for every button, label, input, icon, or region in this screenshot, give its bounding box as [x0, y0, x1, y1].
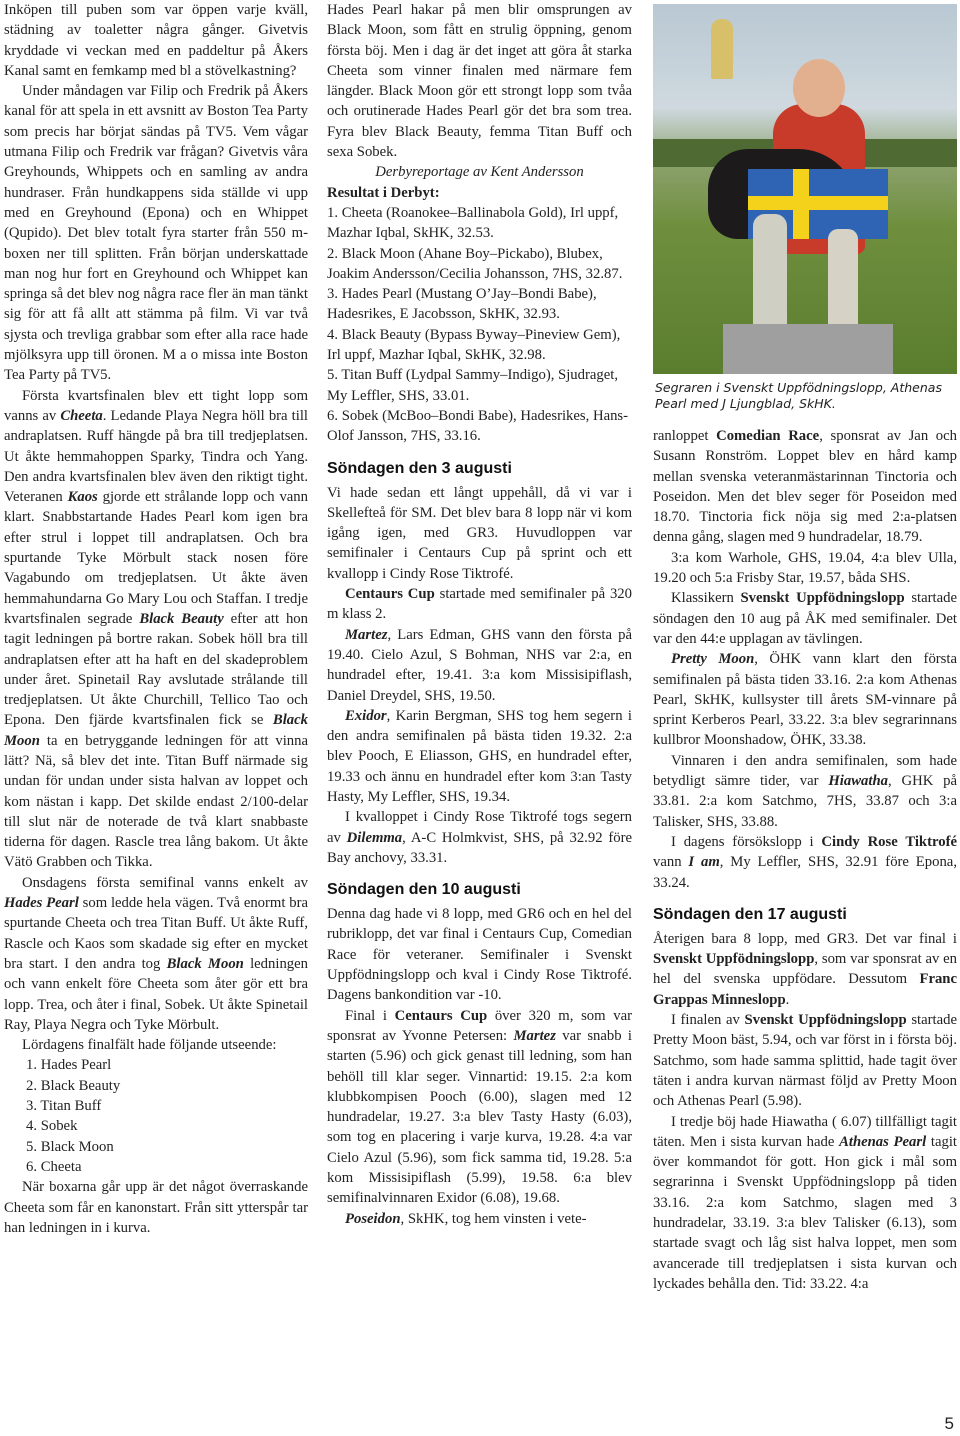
- trophy-icon: [828, 229, 858, 339]
- paragraph: Poseidon, SkHK, tog hem vinsten i vete-: [345, 1210, 587, 1227]
- paragraph: Exidor, Karin Bergman, SHS tog hem segern i den andra semifinalen på bästa tiden 19.32. 2:a blev Pooch, E Eliasson, GHS, en hundradel efter, 19.33 och ännu en hundradel efter kom 3:an Tasty Hasty, My Leffler, SHS, 19.34.: [327, 707, 632, 805]
- list-item: 5. Black Moon: [26, 1138, 114, 1155]
- paragraph: 3:a kom Warhole, GHS, 19.04, 4:a blev Ulla, 19.20 och 5:a Frisby Star, 19.57, båda SHS.: [653, 549, 957, 587]
- column-middle: [327, 0, 632, 1229]
- page-number: 5: [944, 1414, 954, 1433]
- paragraph: 6. Sobek (McBoo–Bondi Babe), Hadesrikes, Hans-Olof Jansson, 7HS, 33.16.: [327, 407, 629, 445]
- paragraph: Hades Pearl hakar på men blir omsprungen av Black Moon, som fått en strulig öppning, genom första böj. Men i dag är det inget att göra åt starka Cheeta som vinner finalen med närmare fem längder. Black Moon gör ett strongt lopp som tvåa och orutinerade Hades Pearl gör det bra som trea. Fyra blev Black Beauty, femma Titan Buff och sexa Sobek.: [327, 2, 632, 161]
- paragraph: Vinnaren i den andra semifinalen, som hade betydligt sämre tider, var Hiawatha, GHK på 33.81. 2:a kom Satchmo, 7HS, 33.87 och 3:a Talisker, SHS, 33.88.: [653, 752, 957, 830]
- winner-photo: [653, 4, 957, 374]
- list-item: 4. Sobek: [26, 1118, 78, 1135]
- column-right: [653, 0, 957, 1294]
- paragraph: Pretty Moon, ÖHK vann klart den första semifinalen på bästa tiden 33.16. 2:a kom Athenas Pearl, SkHK, kullsyster till årets SM-vinnare på sprint Kerberos Pearl, 33.22. 3:a blev segrarinnans kullbror Moonshadow, ÖHK, 33.38.: [653, 651, 957, 749]
- list-item: 2. Black Beauty: [26, 1077, 121, 1094]
- paragraph: 4. Black Beauty (Bypass Byway–Pineview Gem), Irl uppf, Mazhar Iqbal, SkHK, 32.98.: [327, 326, 621, 364]
- section-heading: Söndagen den 10 augusti: [327, 881, 521, 899]
- paragraph: Denna dag hade vi 8 lopp, med GR6 och en hel del rubriklopp, det var final i Centaurs Cup, Comedian Race för veteraner. Semifinaler i Svenskt Uppfödningslopp och kval i Cindy Rose Tiktrofé. Dagens bankondition var -10.: [327, 906, 632, 1004]
- paragraph: Inköpen till puben som var öppen varje kväll, städning av toaletter några gånger. Givetvis kryddade vi veckan med en paddeltur på Åkers Kanal samt en femkamp med bl a stövelkastning?: [4, 2, 308, 79]
- column-left: [4, 0, 308, 1238]
- paragraph: I finalen av Svenskt Uppfödningslopp startade Pretty Moon bäst, 5.94, och var först in i första böj. Satchmo, som hade samma splittid, hade tagit över täten i andra kurvan närmast följd av Pretty Moon och Athenas Pearl (5.98).: [653, 1012, 958, 1110]
- paragraph: Onsdagens första semifinal vanns enkelt av Hades Pearl som ledde hela vägen. Två enormt bra spurtande Cheeta och trea Titan Buff. Ut åkte Ruff, Rascle och Kaos som skadade sig efter en mycket bra start. I den andra tog Black Moon ledningen och vann enkelt före Cheeta som åter gör ett bra lopp. Trea, och åter i final, Sobek. Ut åkte Spinetail Ray, Playa Negra och Tyke Mörbult.: [4, 874, 309, 1033]
- paragraph: Lördagens finalfält hade följande utseende:: [22, 1037, 277, 1054]
- list-item: 3. Titan Buff: [26, 1098, 102, 1115]
- column-right-body: [653, 426, 957, 1294]
- paragraph: 3. Hades Pearl (Mustang O’Jay–Bondi Babe), Hadesrikes, E Jacobsson, SkHK, 32.93.: [327, 286, 597, 323]
- paragraph: I dagens försökslopp i Cindy Rose Tiktrofé vann I am, My Leffler, SHS, 32.91 före Epona, 33.24.: [653, 833, 957, 891]
- paragraph: Första kvartsfinalen blev ett tight lopp som vanns av Cheeta. Ledande Playa Negra höll bra till andraplatsen. Ruff hängde på bra till tredjeplatsen. Ut åkte hemmahoppen Sparky, Tindra och Yang. Den andra kvartsfinalen blev även den riktigt tight. Veteranen Kaos gjorde ett strålande lopp och vann klart. Snabbstartande Hades Pearl kom igen bra efter strul i loppet till andraplatsen. Och bra spurtande Tyke Mörbult stack nosen före Vagabundo om tredjeplatsen. Ut åkte även hemmahundarna Go Mary Lou och Staffan. I tredje kvartsfinalen segrade Black Beauty efter att hon tagit ledningen på bortre rakan. Sobek höll bra till andraplatsen efter att ha haft en del skadeproblem under året. Spinetail Ray avslutade strålande till tredjeplatsen. Ut åkte Churchill, Tellico Tao och Epona. Den fjärde kvartsfinalen fick se Black Moon ta en betryggande ledningen för att vinna lätt? Nä, så blev det inte. Titan Buff närmade sig undan för undan under sista halvan av loppet och kom nästan i kapp. Det skilde endast 2/100-delar till slut när de noterade de två klart snabbaste tiderna för dagen. Rascle trea lång bakom. Ut åkte Vätö Grabben och Tikka.: [4, 387, 308, 871]
- paragraph: Final i Centaurs Cup över 320 m, som var sponsrat av Yvonne Petersen: Martez var snabb i starten (5.96) och gick genast till ledning, som han behöll till klar seger. Vinnartid: 19.15. 2:a kom klubbkompisen Pooch (6.00), slagen med 12 hundradelar, 19.27. 3:a blev Tasty Hasty (6.03), som tog en placering i varje kurva, 19.28. 4:a var Cielo Azul (5.96), som fick samma tid, 19.28. 5:a kom Missisipiflash (5.99), 19.58. 6:a blev semifinalvinnaren Exidor (6.08), 19.68.: [327, 1007, 632, 1207]
- paragraph: Centaurs Cup startade med semifinaler på 320 m klass 2.: [327, 586, 632, 623]
- photo-caption: Segraren i Svenskt Uppfödningslopp, Athenas Pearl med J Ljungblad, SkHK.: [655, 380, 942, 411]
- paragraph: Resultat i Derbyt:: [327, 184, 440, 201]
- paragraph: 2. Black Moon (Ahane Boy–Pickabo), Blubex, Joakim Andersson/Cecilia Johansson, 7HS, 32.87.: [327, 245, 623, 282]
- paragraph: När boxarna går upp är det något överraskande Cheeta som får en kanonstart. Från sitt ytterspår tar han ledningen in i kurva.: [4, 1179, 308, 1236]
- paragraph: Återigen bara 8 lopp, med GR3. Det var final i Svenskt Uppfödningslopp, som var sponsrat av en hel del svenska uppfödare. Dessutom Franc Grappas Minneslopp.: [653, 930, 958, 1008]
- paragraph: 1. Cheeta (Roanokee–Ballinabola Gold), Irl uppf, Mazhar Iqbal, SkHK, 32.53.: [327, 204, 619, 242]
- list-item: 1. Hades Pearl: [26, 1057, 112, 1074]
- paragraph: Martez, Lars Edman, GHS vann den första på 19.40. Cielo Azul, S Bohman, NHS var 2:a, en hundradel efter, 19.41. 3:a kom Missisipiflash, Daniel Dreydel, SHS, 19.50.: [327, 626, 632, 704]
- section-heading: Söndagen den 17 augusti: [653, 905, 847, 923]
- paragraph: 5. Titan Buff (Lydpal Sammy–Indigo), Sjudraget, My Leffler, SHS, 33.01.: [327, 367, 619, 404]
- paragraph: I tredje böj hade Hiawatha ( 6.07) tillfälligt tagit täten. Men i sista kurvan hade Athenas Pearl tagit över kommandot för gott. Hon gick i mål som segrarinna i Svenskt Uppfödningslopp på tiden 33.16. 2:a kom Satchmo, slagen med 3 hundradelar, 33.19. 3:a blev Talisker (6.13), som startade svagt och låg sist halva loppet, men som avancerade till tredjeplatsen i sista kurvan och lyckades behålla den. Tid: 33.22. 4:a: [653, 1113, 957, 1292]
- trophy-icon: [753, 214, 787, 334]
- paragraph: Klassikern Svenskt Uppfödningslopp startade söndagen den 10 aug på ÅK med semifinaler. Det var den 44:e upplagan av tävlingen.: [653, 590, 958, 647]
- paragraph: Derbyreportage av Kent Andersson: [375, 164, 584, 181]
- paragraph: Vi hade sedan ett långt uppehåll, då vi var i Skellefteå för SM. Det blev bara 8 lopp när vi kom igång igen, med GR3. Huvudloppen var semifinaler i Centaurs Cup på sprint och ett kvallopp i Cindy Rose Tiktrofé.: [327, 484, 632, 582]
- section-heading: Söndagen den 3 augusti: [327, 459, 512, 477]
- paragraph: ranloppet Comedian Race, sponsrat av Jan och Susann Ronström. Loppet blev en hård kamp mellan svenska veteranmästarinnan Tinctoria och Poseidon. Men det blev seger för Poseidon med 18.70. Tinctoria fick nöja sig med 2:a-platsen denna gång, slagen med 9 hundradelar, 18.79.: [653, 428, 957, 546]
- list-item: 6. Cheeta: [26, 1158, 82, 1175]
- trophy-icon: [711, 19, 733, 79]
- paragraph: I kvalloppet i Cindy Rose Tiktrofé togs segern av Dilemma, A-C Holmkvist, SHS, på 32.92 före Bay anchovy, 33.31.: [327, 809, 632, 866]
- paragraph: Under måndagen var Filip och Fredrik på Åkers kanal för att spela in ett avsnitt av Boston Tea Party som precis har börjat sändas på TV5. Vem vågar utmana Filip och Fredrik var frågan? Givetvis våra Greyhounds, Whippets och en samling av andra hundraser. Från hundkappens sida ställde vi upp med en Greyhound (Epona) och en Whippet (Qupido). Det blev totalt fyra starter från 550 m-boxen ner till splitten. Från början underskattade man nog hur fort en Greyhound och Whippet kan springa så det blev nog några race fler än man tänkt sig för att få allt att stämma på film. Vi var två sjysta och trevliga grabbar som efter alla race hade mjölksyra upp till öronen. M a o missa inte Boston Tea Party på TV5.: [4, 83, 308, 384]
